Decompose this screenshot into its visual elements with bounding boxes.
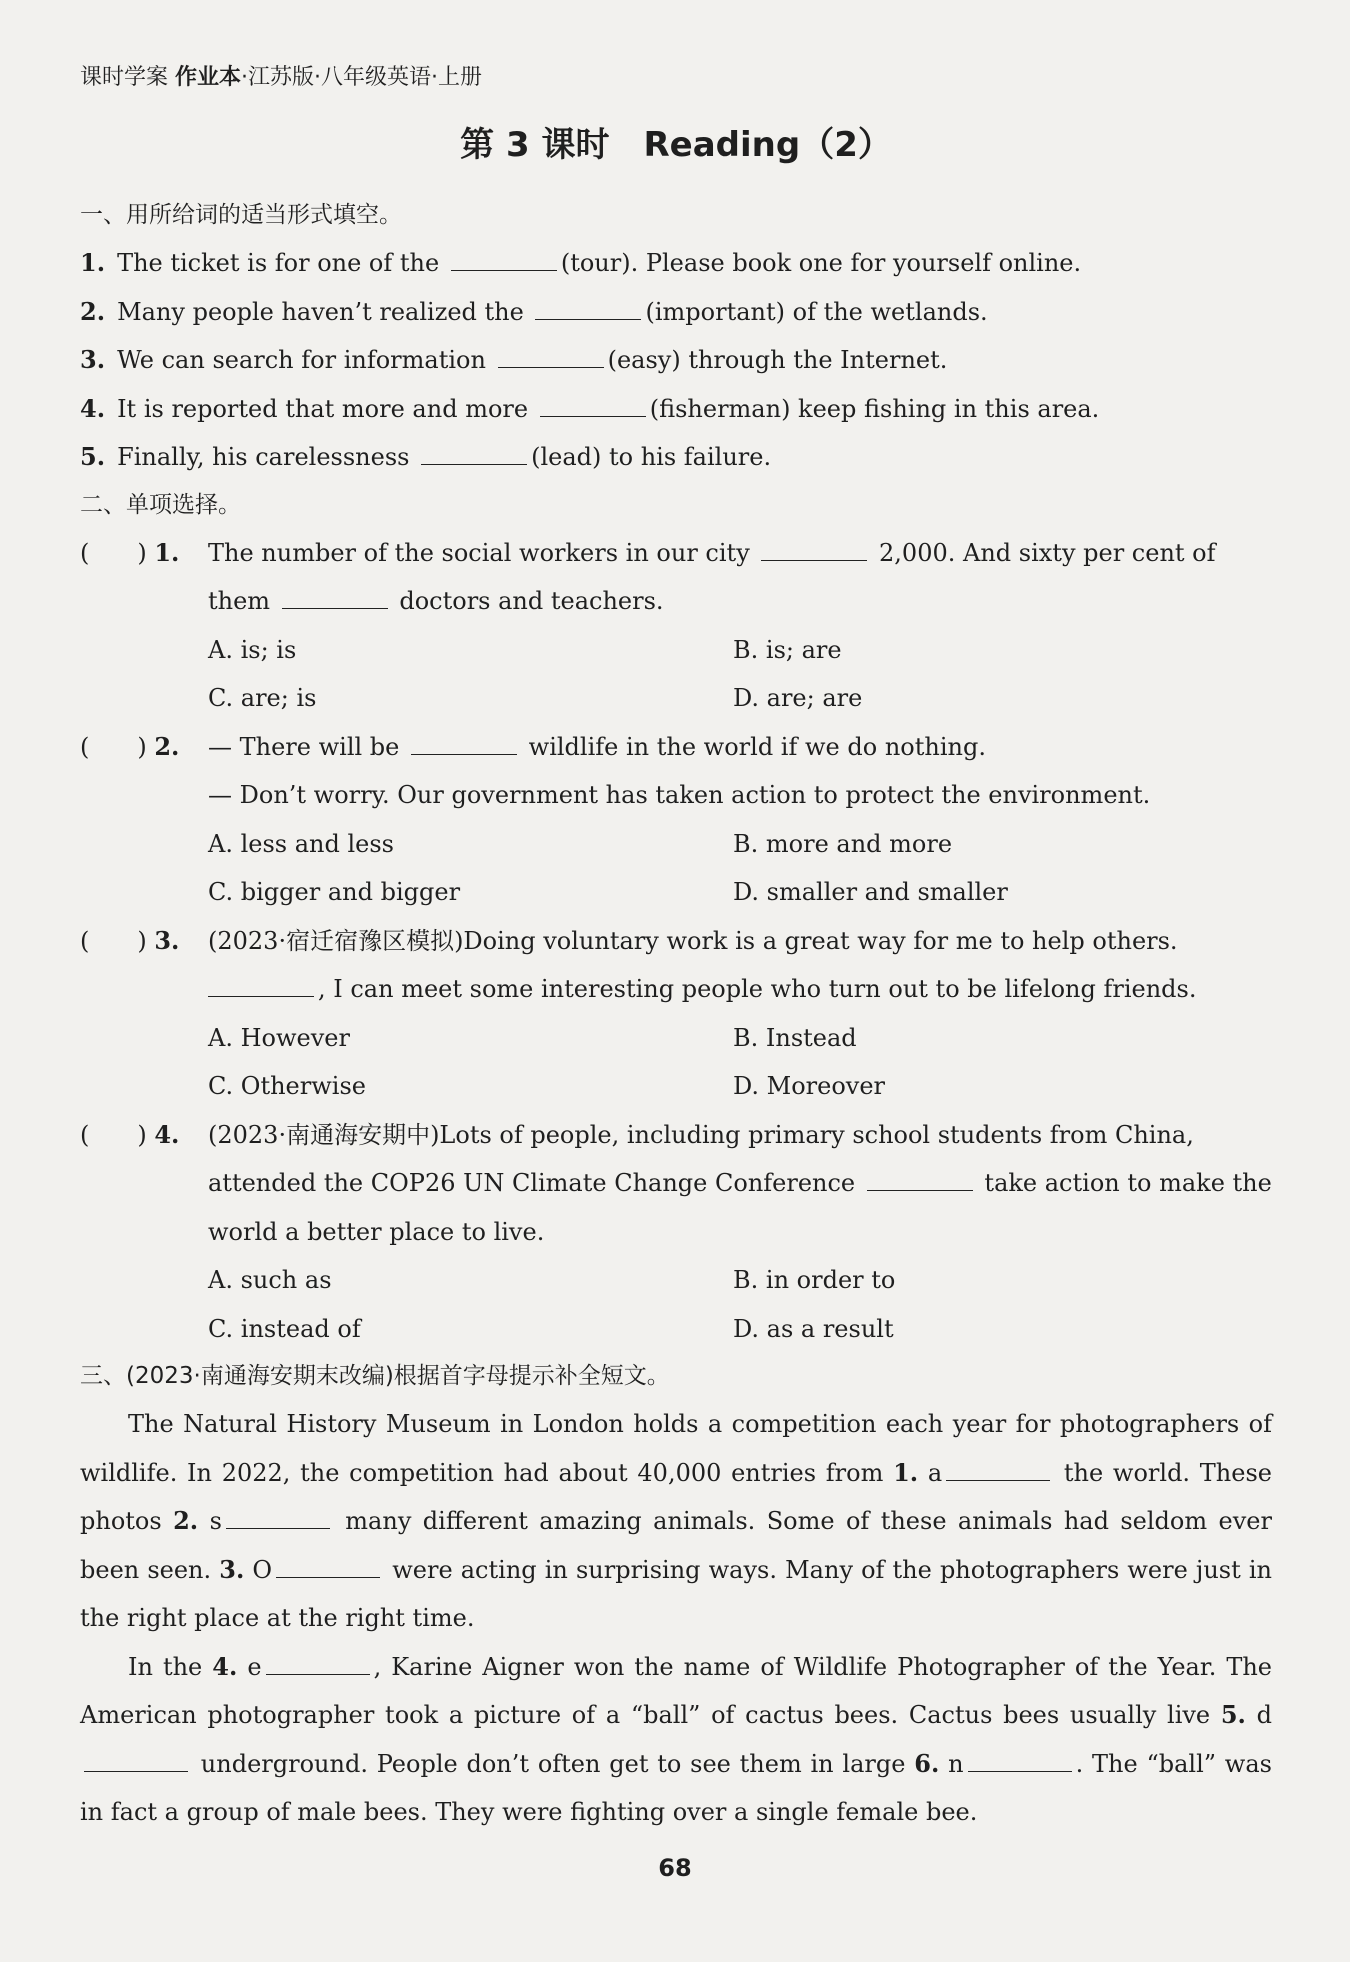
answer-parens-text: ( )	[80, 1120, 155, 1149]
option-a[interactable]: A. less and less	[208, 829, 394, 858]
passage-text: In the	[128, 1652, 203, 1681]
question-stem	[208, 529, 1272, 626]
stem-text: (2023·宿迁宿豫区模拟)Doing voluntary work is a great way for me to help others.	[208, 926, 1178, 955]
answer-blank[interactable]	[421, 444, 527, 465]
answer-blank[interactable]	[451, 250, 557, 271]
answer-blank[interactable]	[208, 976, 314, 997]
answer-parens-text: ( )	[80, 926, 155, 955]
option-a[interactable]: A. is; is	[208, 635, 297, 664]
fill-item-3	[80, 336, 1272, 385]
section1-heading: 一、用所给词的适当形式填空。	[80, 202, 402, 228]
option-d[interactable]: D. as a result	[733, 1314, 894, 1343]
question-number: 4.	[154, 1119, 180, 1149]
answer-blank[interactable]	[535, 299, 641, 320]
blank-number: 5.	[1220, 1700, 1246, 1729]
option-c[interactable]: C. are; is	[208, 684, 317, 712]
question-number: 2.	[154, 731, 180, 761]
answer-blank[interactable]	[946, 1460, 1050, 1481]
answer-blank[interactable]	[540, 396, 646, 417]
item-number: 1.	[80, 248, 106, 277]
option-d[interactable]: D. smaller and smaller	[733, 878, 1008, 906]
option-b[interactable]: B. is; are	[733, 635, 842, 664]
answer-parens[interactable]	[80, 917, 208, 1111]
passage-paragraph-2	[80, 1643, 1272, 1837]
initial-letter: a	[927, 1458, 943, 1487]
answer-parens[interactable]	[80, 529, 208, 723]
item-number: 5.	[80, 442, 106, 471]
item-text: Finally, his carelessness	[117, 443, 410, 471]
answer-blank[interactable]	[411, 734, 517, 755]
blank-number: 3.	[219, 1554, 245, 1584]
running-header	[80, 60, 1272, 91]
item-text: (lead) to his failure.	[531, 443, 772, 471]
answer-blank[interactable]	[266, 1654, 370, 1675]
answer-parens[interactable]	[80, 1111, 208, 1354]
question-number: 3.	[154, 925, 180, 955]
item-text: (important) of the wetlands.	[645, 297, 988, 326]
initial-letter: d	[1256, 1701, 1272, 1729]
options	[208, 820, 1272, 917]
fill-item-5	[80, 433, 1272, 482]
option-c[interactable]: C. bigger and bigger	[208, 878, 461, 906]
item-text: (fisherman) keep fishing in this area.	[649, 394, 1100, 423]
initial-letter: n	[948, 1749, 964, 1778]
stem-text: wildlife in the world if we do nothing.	[528, 732, 986, 761]
question-body	[208, 917, 1272, 1111]
options	[208, 1256, 1272, 1353]
header-book: 作业本	[175, 65, 242, 90]
lesson-title: 第 3 课时 Reading（2）	[460, 125, 892, 165]
mc-question-4	[80, 1111, 1272, 1354]
item-text: Many people haven’t realized the	[117, 297, 524, 326]
item-text: It is reported that more and more	[117, 394, 529, 423]
stem-text: (2023·南通海安期中)Lots of people, including primary school students from China, attended the COP26 UN Climate Change Conference	[208, 1120, 1194, 1197]
option-d[interactable]: D. are; are	[733, 684, 863, 712]
mc-question-2	[80, 723, 1272, 917]
blank-number: 6.	[914, 1748, 940, 1778]
option-b[interactable]: B. in order to	[733, 1266, 896, 1294]
fill-item-1	[80, 239, 1272, 288]
answer-blank[interactable]	[282, 588, 388, 609]
fill-item-4	[80, 385, 1272, 434]
question-body	[208, 529, 1272, 723]
stem-text: The number of the social workers in our city	[208, 538, 750, 567]
item-number: 2.	[80, 296, 106, 326]
blank-number: 2.	[173, 1506, 199, 1535]
question-body	[208, 723, 1272, 917]
passage-text: , Karine Aigner won the name of Wildlife Photographer of the Year. The American photographer took a picture of a “ball” of cactus bees. Cactus bees usually live	[80, 1652, 1273, 1729]
answer-parens-text: ( )	[80, 732, 155, 761]
option-a[interactable]: A. However	[208, 1023, 350, 1052]
option-d[interactable]: D. Moreover	[733, 1072, 886, 1100]
mc-question-1	[80, 529, 1272, 723]
stem-text: 2,000. And sixty per cent of them	[208, 538, 1216, 615]
passage-text: underground. People don’t often get to see them in large	[200, 1749, 906, 1778]
dialogue-line: — Don’t worry. Our government has taken action to protect the environment.	[208, 781, 1151, 809]
answer-parens-text: ( )	[80, 538, 155, 567]
options	[208, 626, 1272, 723]
header-rest: ·江苏版·八年级英语·上册	[241, 65, 483, 90]
answer-blank[interactable]	[761, 540, 867, 561]
section3-heading: 三、(2023·南通海安期末改编)根据首字母提示补全短文。	[80, 1363, 670, 1389]
initial-letter: e	[247, 1652, 262, 1681]
answer-parens[interactable]	[80, 723, 208, 917]
fill-item-2	[80, 288, 1272, 337]
stem-text: take action to make the world a better place to live.	[208, 1169, 1272, 1246]
initial-letter: s	[209, 1507, 222, 1535]
answer-blank[interactable]	[276, 1557, 380, 1578]
section2-heading: 二、单项选择。	[80, 491, 241, 518]
question-body	[208, 1111, 1272, 1354]
passage-text: The Natural History Museum in London holds a competition each year for photographers of wildlife. In 2022, the competition had about 40,000 entries from	[80, 1410, 1272, 1487]
passage-paragraph-1	[80, 1400, 1272, 1643]
item-text: (easy) through the Internet.	[607, 346, 948, 374]
mc-question-3	[80, 917, 1272, 1111]
answer-blank[interactable]	[498, 347, 604, 368]
question-number: 1.	[154, 537, 180, 567]
question-stem	[208, 723, 1272, 772]
blank-number: 1.	[893, 1457, 919, 1487]
section1-items	[80, 239, 1272, 482]
option-a[interactable]: A. such as	[208, 1266, 332, 1294]
stem-text: — There will be	[208, 732, 400, 761]
item-number: 3.	[80, 345, 106, 374]
blank-number: 4.	[212, 1651, 238, 1681]
options	[208, 1014, 1272, 1111]
item-text: We can search for information	[117, 346, 486, 374]
passage-text: . The “ball” was in fact a group of male bees. They were fighting over a single female bee.	[80, 1749, 1272, 1826]
passage-text: many different amazing animals. Some of these animals had seldom ever been seen.	[80, 1507, 1272, 1584]
answer-blank[interactable]	[84, 1751, 188, 1772]
option-c[interactable]: C. instead of	[208, 1314, 361, 1343]
item-text: (tour). Please book one for yourself online.	[560, 249, 1082, 277]
item-number: 4.	[80, 393, 106, 423]
passage-text: the world. These photos	[80, 1458, 1272, 1535]
answer-blank[interactable]	[867, 1170, 973, 1191]
answer-blank[interactable]	[968, 1751, 1072, 1772]
page-number: 68	[658, 1854, 692, 1882]
option-b[interactable]: B. more and more	[733, 829, 953, 858]
question-stem	[208, 1111, 1272, 1257]
stem-text: , I can meet some interesting people who turn out to be lifelong friends.	[318, 975, 1197, 1003]
stem-text: doctors and teachers.	[399, 587, 664, 615]
passage-text: were acting in surprising ways. Many of the photographers were just in the right place at the right time.	[80, 1555, 1272, 1632]
initial-letter: O	[252, 1555, 273, 1584]
answer-blank[interactable]	[226, 1508, 330, 1529]
header-series: 课时学案	[80, 65, 169, 90]
option-c[interactable]: C. Otherwise	[208, 1072, 366, 1100]
item-text: The ticket is for one of the	[117, 249, 440, 277]
question-stem	[208, 917, 1272, 1014]
option-b[interactable]: B. Instead	[733, 1023, 857, 1052]
